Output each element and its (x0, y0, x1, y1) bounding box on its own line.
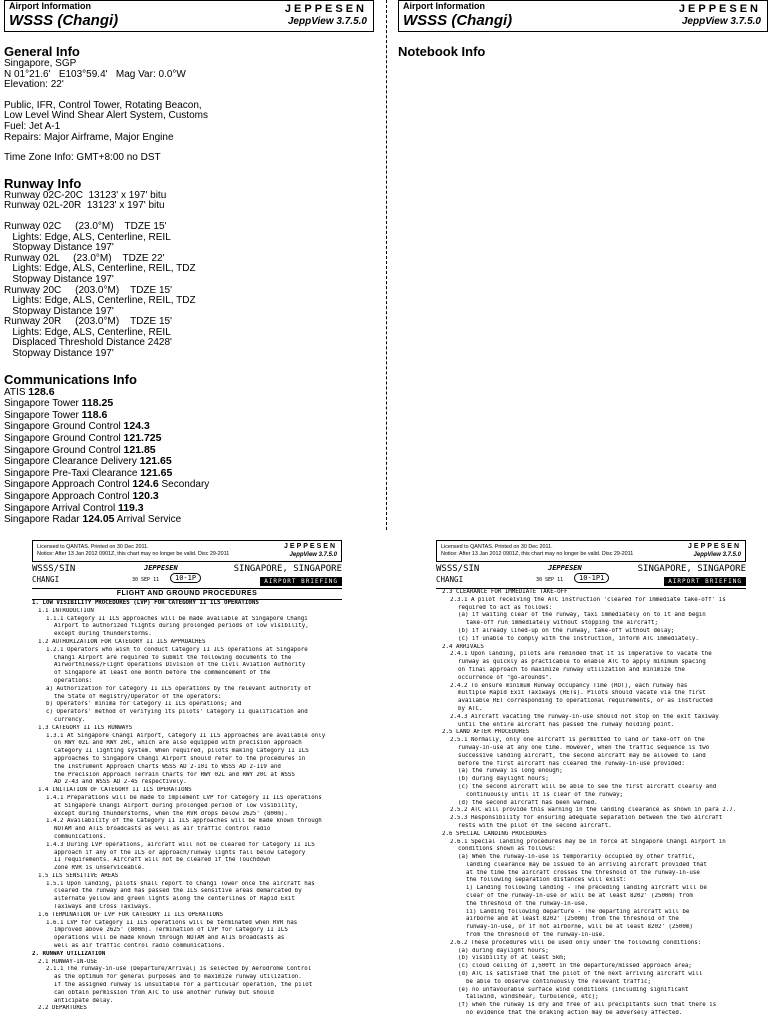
chart-text-line: AD 2-43 and WSSS AD 2-45 respectively. (54, 779, 187, 786)
chart-date: 30 SEP 11 (536, 577, 564, 583)
airport-info-panel (4, 0, 374, 526)
general-info-list (4, 59, 374, 164)
runway-info-line: Lights: Edge, ALS, Centerline, REIL (4, 326, 171, 338)
chart-text-line: occurrence of "go-arounds". (458, 674, 553, 681)
chart-city: SINGAPORE, SINGAPORE (637, 564, 746, 574)
runway-info-line: Displaced Threshold Distance 2428' (4, 337, 172, 349)
chart-header (436, 564, 746, 589)
chart-text-line: Zone RVR is unserviceable. (54, 865, 145, 872)
chart-text-line: 1.6 TERMINATION OF LVP FOR CATEGORY II ILS OPERATIONS (38, 911, 223, 918)
comm-frequency: 120.3 (132, 490, 159, 502)
chart-text-line: 2.2 DEPARTURES (38, 1005, 87, 1012)
chart-10-1p (32, 540, 342, 1024)
airport-briefing-badge: AIRPORT BRIEFING (664, 577, 746, 586)
comm-row (4, 468, 374, 480)
chart-text-line: by ATC. (458, 705, 483, 712)
chart-text-line: 1.4.1 Preparations will be made to implement LVP for Category II ILS operations (46, 794, 322, 801)
chart-text-line: (a) if waiting clear of the runway, taxi immediately on to it and begin (458, 612, 706, 619)
general-info-line: Singapore, SGP (4, 58, 77, 69)
chart-text-line: airborne and at least 8202' (2500m) from the threshold of the (466, 916, 679, 923)
comm-frequency: 118.25 (81, 397, 114, 410)
chart-text-line: operations will be made known through NOTAM and ATIS broadcasts as (54, 935, 285, 942)
runway-info-line: Runway 02C (23.0°M) TDZE 15' (4, 220, 167, 232)
comm-row (4, 514, 374, 526)
chart-text-line: b) Operators' minima for Category II ILS operations; and (46, 701, 242, 708)
chart-text-line: the threshold of the runway-in-use. (466, 900, 589, 907)
runway-info-line: Runway 20C (203.0°M) TDZE 15' (4, 284, 173, 296)
chart-text-line: cleared the runway and has passed the ILS sensitive areas demarcated by (54, 888, 302, 895)
header-label: Airport Information (403, 1, 485, 11)
notebook-info-title: Notebook Info (398, 44, 486, 59)
chart-text-line: from the threshold of the runway-in-use. (466, 932, 606, 939)
chart-text-line: (c) if unable to comply with the instruction, inform ATC immediately. (458, 635, 699, 642)
comm-frequency: 121.65 (140, 466, 173, 479)
license-box (32, 540, 342, 562)
chart-header (32, 564, 342, 589)
chart-text-line: alternate yellow and green lights along the centerlines of Rapid Exit (54, 896, 295, 903)
license-brand: JEPPESEN (284, 543, 337, 550)
chart-text-line: on RWY 02L and RWY 20C, which are also equipped with precision approach (54, 740, 302, 747)
chart-title: FLIGHT AND GROUND PROCEDURES (32, 589, 342, 600)
general-info-line: Time Zone Info: GMT+8:00 no DST (4, 152, 161, 164)
chart-text-line: 1.5 ILS SENSITIVE AREAS (38, 872, 119, 879)
airport-name: WSSS (Changi) (9, 12, 119, 29)
chart-text-line: 2.4 ARRIVALS (442, 643, 484, 650)
chart-airport-name: CHANGI (436, 575, 464, 584)
chart-text-line: approaches to Singapore Changi Airport should refer to the procedures in (54, 755, 306, 762)
chart-text-line: 1.3.1 At Singapore Changi Airport, Category II ILS approaches are available only (46, 732, 326, 739)
general-info-line: Public, IFR, Control Tower, Rotating Beacon, (4, 99, 202, 111)
general-info-line: Fuel: Jet A-1 (4, 120, 61, 132)
license-printed: Licensed to QANTAS. Printed on 30 Dec 2011. (37, 544, 149, 550)
chart-text-line: 1.4.3 During LVP operations, aircraft will not be cleared for Category II ILS (46, 841, 315, 848)
comm-row (4, 445, 374, 457)
chart-text-line: as the optimum for general purposes and to maximize runway utilization. (54, 974, 302, 981)
chart-text-line: (a) the runway is long enough; (458, 768, 563, 775)
runway-info-line: Runway 02L-20R 13123' x 197' bitu (4, 200, 165, 212)
chart-text-line: well as air traffic control radio communications. (54, 943, 226, 950)
communications-list (4, 387, 374, 526)
comm-name: Singapore Radar (4, 514, 83, 526)
chart-text-line: no evidence that the braking action may be adversely affected. (466, 1010, 683, 1017)
runway-info-line: Stopway Distance 197' (4, 242, 114, 254)
chart-text-line: (d) the second aircraft has been warned. (458, 799, 598, 806)
chart-text-line: the State of Registry/Operator of the operators: (54, 693, 222, 700)
general-info-title: General Info (4, 44, 80, 59)
chart-text-line: improved above 2625' (800m). Termination of LVP for Category II ILS (54, 927, 288, 934)
chart-text-line: Taxiways and Cross Taxiways. (54, 904, 152, 911)
chart-text-line: ii) Landing following departure - The departing aircraft will be (466, 908, 690, 915)
comm-name: Singapore Arrival Control (4, 502, 118, 514)
runway-info-line: Runway 20R (203.0°M) TDZE 15' (4, 316, 173, 328)
chart-brand: JEPPESEN (548, 564, 582, 572)
comm-name: Singapore Pre-Taxi Clearance (4, 467, 141, 479)
chart-text-line: be able to observe continuously the relevant traffic; (466, 978, 651, 985)
jeppesen-brand: JEPPESEN (284, 3, 367, 15)
license-version: JeppView 3.7.5.0 (289, 552, 337, 558)
general-info-line: Low Level Wind Shear Alert System, Customs (4, 110, 208, 122)
runway-info-line: Stopway Distance 197' (4, 273, 114, 285)
comm-row (4, 398, 374, 410)
chart-text-line: approach if any of the ILS or approach/runway lights fall below Category (54, 849, 306, 856)
comm-frequency: 121.85 (123, 443, 156, 456)
comm-note: Secondary (158, 479, 210, 491)
chart-text-line: (d) ATC is satisfied that the pilot of the next arriving aircraft will (458, 971, 703, 978)
chart-text-line: 2.5.1 Normally, only one aircraft is permitted to land or take-off on the (450, 737, 705, 744)
general-info-line: Repairs: Major Airframe, Major Engine (4, 131, 174, 143)
chart-text-line: (b) during daylight hours; (458, 776, 549, 783)
license-printed: Licensed to QANTAS. Printed on 30 Dec 2011. (441, 544, 553, 550)
chart-text-line: 1.2.1 Operators who wish to conduct Category II ILS operations at Singapore (46, 646, 308, 653)
comm-row (4, 503, 374, 515)
chart-text-line: currency. (54, 716, 86, 723)
chart-text-line: 1.1 INTRODUCTION (38, 607, 94, 614)
chart-text-line: 2.6 SPECIAL LANDING PROCEDURES (442, 830, 547, 837)
comm-row (4, 387, 374, 399)
comm-name: Singapore Approach Control (4, 479, 133, 491)
chart-text-line: until the entire aircraft has passed the runway holding point. (458, 721, 675, 728)
chart-text-line: can obtain permission from ATC to use another runway but should (54, 989, 274, 996)
runway-info-line: Stopway Distance 197' (4, 305, 114, 317)
comm-name: Singapore Ground Control (4, 433, 124, 445)
chart-text-line: (a) When the runway-in-use is temporarily occupied by other traffic, (458, 854, 696, 861)
chart-text-line: the Precision Approach Terrain Charts for RWY 02L and RWY 20C at WSSS (54, 771, 295, 778)
chart-text-line: communications. (54, 833, 107, 840)
comm-name: Singapore Tower (4, 398, 82, 410)
chart-text-line: available RET corresponding to operational requirements, or as instructed (458, 698, 713, 705)
chart-text-line: Category II lighting system. When required, pilots making Category II ILS (54, 748, 309, 755)
chart-text-line: tailwind, windshear, turbulence, etc); (466, 994, 599, 1001)
chart-text-line: rests with the pilot of the second aircraft. (458, 822, 612, 829)
comm-row (4, 491, 374, 503)
jeppview-version: JeppView 3.7.5.0 (681, 16, 761, 27)
chart-text-line: (b) if already lined-up on the runway, take-off without delay; (458, 627, 675, 634)
chart-text-line: continuously until it is clear of the runway; (466, 791, 624, 798)
chart-text-line: 1.4 INITIATION OF CATEGORY II ILS OPERATIONS (38, 787, 192, 794)
runway-info-line: Lights: Edge, ALS, Centerline, REIL, TDZ (4, 263, 196, 275)
chart-text-line: 1.6.1 LVP for Category II ILS operations will be terminated when RVR has (46, 919, 298, 926)
chart-text-line: 1.4.2 Availability of the Category II ILS approaches will be made known through (46, 818, 322, 825)
chart-text-line: (e) no unfavourable surface wind conditions (including significant (458, 986, 689, 993)
chart-text-line: runway-in-use, or if not airborne, will be at least 8202' (2500m) (466, 924, 693, 931)
chart-text-line: successive landing aircraft, the second aircraft may be allowed to land (458, 752, 706, 759)
comm-name: ATIS (4, 386, 29, 398)
chart-date: 30 SEP 11 (132, 577, 160, 583)
chart-text-line: required to act as follows: (458, 604, 553, 611)
chart-text-line: at Singapore Changi Airport during prolonged period of low visibility, (54, 802, 299, 809)
comm-frequency: 121.65 (139, 455, 172, 468)
chart-text-line: anticipate delay. (54, 997, 114, 1004)
chart-text-line: at the time the aircraft crosses the threshold of the runway-in-use (466, 869, 700, 876)
comm-name: Singapore Clearance Delivery (4, 456, 140, 468)
airport-briefing-badge: AIRPORT BRIEFING (260, 577, 342, 586)
general-info-line: Elevation: 22' (4, 79, 64, 91)
chart-text-line: If the assigned runway is unsuitable for a particular operation, the pilot (54, 982, 313, 989)
chart-text-line: (b) visibility of at least 5km; (458, 955, 567, 962)
chart-text-line: Airworthiness/Flight Operations Division of the Civil Aviation Authority (54, 662, 306, 669)
comm-name: Singapore Ground Control (4, 444, 124, 456)
chart-text-line: 1.2 AUTHORIZATION FOR CATEGORY II ILS APPROACHES (38, 638, 206, 645)
comm-frequency: 128.6 (28, 385, 55, 398)
comm-name: Singapore Tower (4, 409, 82, 421)
chart-text-line: multiple Rapid Exit Taxiways (RETs). Pilots should vacate via the first (458, 690, 706, 697)
chart-text-line: 2.5.3 Responsibility for ensuring adequate separation between the two aircraft (450, 815, 723, 822)
header-label: Airport Information (9, 1, 91, 11)
chart-brand: JEPPESEN (144, 564, 178, 572)
chart-text-line: the Instrument Approach Charts WSSS AD 2-101 to WSSS AD 2-119 and (54, 763, 281, 770)
chart-text-line: except during thunderstorms. (54, 631, 152, 638)
chart-text-line: operations: (54, 677, 93, 684)
license-box (436, 540, 746, 562)
chart-text-line: on final approach to maximize runway utilization and minimize the (458, 666, 685, 673)
jeppview-version: JeppView 3.7.5.0 (287, 16, 367, 27)
chart-text-line: conditions shown as follows: (458, 846, 556, 853)
chart-text-line: except during thunderstorms, when the RVR drops below 2625' (800m). (54, 810, 288, 817)
runway-info-line: Runway 02C-20C 13123' x 197' bitu (4, 189, 167, 201)
comm-frequency: 118.6 (81, 408, 108, 421)
chart-10-1p1 (436, 540, 746, 1024)
chart-text-line: II requirements. Aircraft will not be cleared if the Touchdown (54, 857, 271, 864)
chart-text-line: Changi Airport are required to submit the following documents to the (54, 654, 292, 661)
runway-info-line: Stopway Distance 197' (4, 348, 114, 360)
runway-info-list (4, 191, 374, 360)
chart-text-line: runway as quickly as practicable to enable ATC to apply minimum spacing (458, 659, 706, 666)
chart-text-line: 2.6.1 Special landing procedures may be in force at Singapore Changi Airport in (450, 838, 726, 845)
airport-name: WSSS (Changi) (403, 12, 513, 29)
comm-frequency: 124.6 (132, 478, 159, 491)
chart-text-line: 2.5.2 ATC will provide this warning in the landing clearance as shown in para 2.7. (450, 807, 737, 814)
comm-row (4, 421, 374, 433)
chart-text-line: c) Operators' method of verifying its pilots' Category II qualification and (46, 709, 308, 716)
comm-row (4, 479, 374, 491)
comm-note: Arrival Service (114, 514, 182, 526)
notebook-panel (398, 0, 768, 59)
chart-airport-name: CHANGI (32, 575, 60, 584)
chart-body (436, 589, 746, 1018)
chart-icao: WSSS/SIN (436, 564, 480, 574)
comm-frequency: 119.3 (117, 501, 144, 514)
chart-text-line: landing clearance may be issued to an arriving aircraft provided that (466, 861, 707, 868)
chart-text-line: the following separation distances will exist: (466, 877, 627, 884)
chart-text-line: Airport to authorized flights during prolonged periods of low visibility, (54, 623, 309, 630)
comm-name: Singapore Ground Control (4, 421, 124, 433)
chart-text-line: 2.3.1 A pilot receiving the ATC instruction 'cleared for immediate take-off' is (450, 596, 726, 603)
chart-text-line: (f) when the runway is dry and free of all precipitants such that there is (458, 1002, 717, 1009)
general-info-line: N 01°21.6' E103°59.4' Mag Var: 0.0°W (4, 68, 186, 80)
license-notice: Notice: After 13 Jan 2012 0901Z, this chart may no longer be valid. Disc 29-2011 (441, 551, 634, 557)
chart-page-number: 10-1P (170, 573, 201, 583)
comm-row (4, 456, 374, 468)
chart-text-line: 1.3 CATEGORY II ILS RUNWAYS (38, 724, 133, 731)
chart-text-line: 2.3 CLEARANCE FOR IMMEDIATE TAKE-OFF (442, 589, 568, 595)
chart-text-line: before the first aircraft has cleared the runway-in-use provided: (458, 760, 685, 767)
comm-frequency: 121.725 (123, 432, 162, 445)
comm-frequency: 124.05 (82, 513, 115, 526)
chart-text-line: a) Authorization for Category II ILS operations by the relevant authority of (46, 685, 312, 692)
jeppesen-brand: JEPPESEN (678, 3, 761, 15)
panel-divider (386, 0, 387, 530)
chart-page-number: 10-1P1 (574, 573, 609, 583)
chart-city: SINGAPORE, SINGAPORE (233, 564, 342, 574)
chart-text-line: NOTAM and ATIS broadcasts as well as air traffic control radio (54, 826, 271, 833)
license-brand: JEPPESEN (688, 543, 741, 550)
runway-info-line: Lights: Edge, ALS, Centerline, REIL, TDZ (4, 295, 196, 307)
comm-name: Singapore Approach Control (4, 491, 133, 502)
comm-frequency: 124.3 (123, 420, 150, 433)
chart-icao: WSSS/SIN (32, 564, 76, 574)
chart-text-line: i) Landing following landing - The preceding landing aircraft will be (466, 885, 707, 892)
chart-text-line: take-off run immediately without stopping the aircraft; (466, 620, 658, 627)
chart-text-line: 1.5.1 Upon landing, pilots shall report to Changi Tower once the aircraft has (46, 880, 315, 887)
chart-text-line: 2.4.3 Aircraft vacating the runway-in-use should not stop on the exit taxiway (450, 713, 719, 720)
comm-row (4, 433, 374, 445)
chart-text-line: 2.5 LAND AFTER PROCEDURES (442, 729, 530, 736)
chart-text-line: (c) the second aircraft will be able to see the first aircraft clearly and (458, 783, 717, 790)
notebook-header (398, 0, 768, 32)
chart-text-line: 1.1.1 Category II ILS approaches will be made available at Singapore Changi (46, 615, 308, 622)
chart-text-line: 2.1.1 The runway-in-use (Departure/Arrival) is selected by Aerodrome Control (46, 966, 312, 973)
chart-text-line: 2. RUNWAY UTILIZATION (32, 950, 106, 957)
chart-body (32, 600, 342, 1013)
license-version: JeppView 3.7.5.0 (693, 552, 741, 558)
airport-info-header (4, 0, 374, 32)
chart-text-line: 1. LOW VISIBILITY PROCEDURES (LVP) FOR CATEGORY II ILS OPERATIONS (32, 600, 259, 606)
runway-info-line: Lights: Edge, ALS, Centerline, REIL (4, 231, 171, 243)
chart-text-line: runway-in-use at any one time. However, when the traffic sequence is two (458, 744, 710, 751)
chart-text-line: 2.4.1 Upon landing, pilots are reminded that it is imperative to vacate the (450, 651, 712, 658)
chart-text-line: (c) cloud ceiling of 1,500ft in the departure/missed approach area; (458, 963, 692, 970)
chart-text-line: of Singapore at least one month before the commencement of the (54, 670, 271, 677)
communications-info-title: Communications Info (4, 371, 137, 387)
chart-text-line: 2.4.2 To ensure minimum Runway Occupancy Time (ROT), each runway has (450, 682, 688, 689)
license-notice: Notice: After 13 Jan 2012 0901Z, this chart may no longer be valid. Disc 29-2011 (37, 551, 230, 557)
chart-text-line: clear of the runway-in-use or will be at least 8202' (2500m) from (466, 893, 693, 900)
comm-row (4, 410, 374, 422)
runway-info-title: Runway Info (4, 175, 82, 191)
chart-text-line: 2.1 RUNWAY-IN-USE (38, 958, 98, 965)
runway-info-line: Runway 02L (23.0°M) TDZE 22' (4, 252, 165, 264)
chart-text-line: 2.6.2 These procedures will be used only under the following conditions: (450, 939, 702, 946)
chart-text-line: (a) during daylight hours; (458, 947, 549, 954)
